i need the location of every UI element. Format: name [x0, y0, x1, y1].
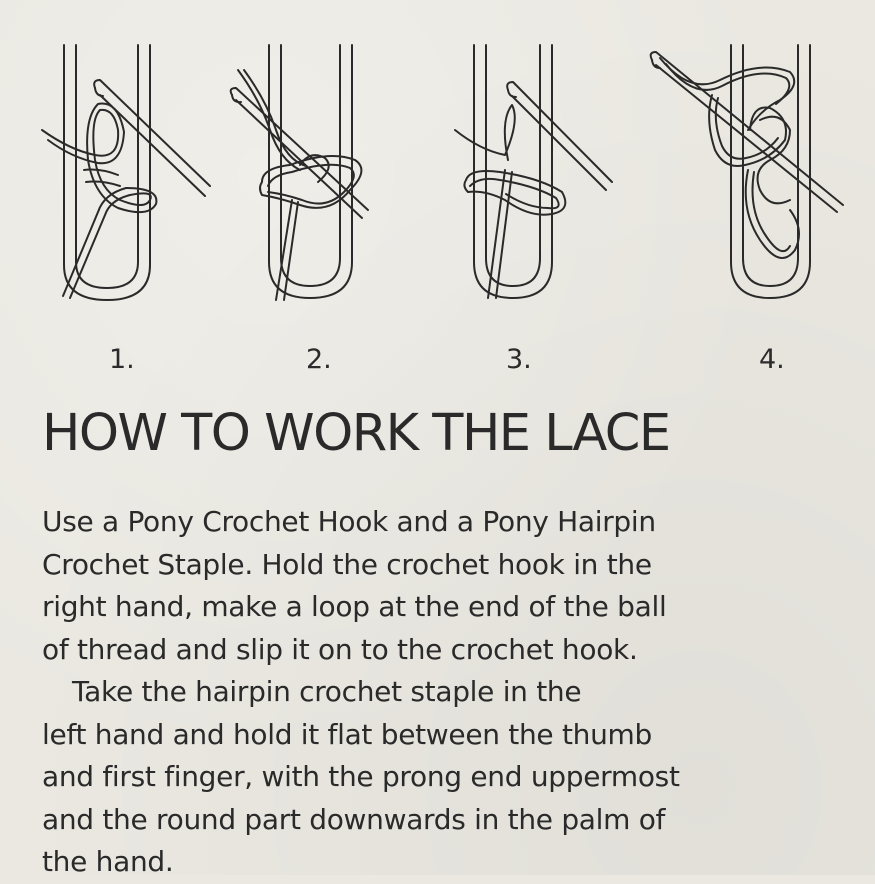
instruction-line: of thread and slip it on to the crochet hook. [42, 632, 638, 666]
instruction-line: left hand and hold it flat between the thumb [42, 717, 652, 751]
figure-2-illustration [231, 45, 368, 300]
figure-4-illustration [651, 45, 843, 298]
step-label-2: 2. [306, 344, 332, 375]
instruction-line: right hand, make a loop at the end of the ball [42, 590, 667, 623]
instruction-line: Take the hairpin crochet staple in the [72, 675, 582, 708]
instruction-line: and the round part downwards in the palm of [42, 802, 666, 836]
step-label-4: 4. [759, 344, 785, 375]
step-label-1: 1. [109, 344, 135, 375]
illustrations [0, 0, 875, 330]
instruction-line: Crochet Staple. Hold the crochet hook in the [42, 547, 652, 581]
figure-1-illustration [42, 45, 210, 300]
hairpin-illustrations [0, 0, 875, 330]
instructions-text [42, 501, 842, 884]
section-heading: HOW TO WORK THE LACE [42, 404, 670, 463]
step-label-3: 3. [506, 344, 532, 375]
instruction-line: the hand. [42, 845, 174, 878]
instruction-line: Use a Pony Crochet Hook and a Pony Hairpin [42, 505, 656, 538]
instruction-line: and first finger, with the prong end uppermost [42, 760, 680, 793]
figure-3-illustration [455, 45, 612, 298]
